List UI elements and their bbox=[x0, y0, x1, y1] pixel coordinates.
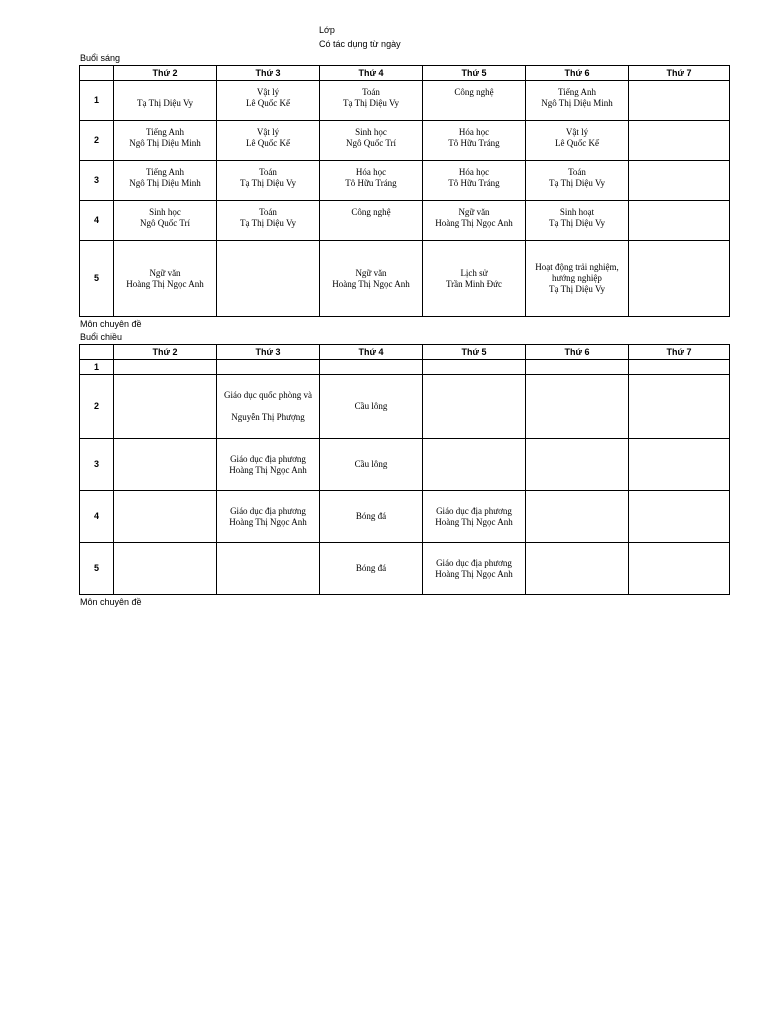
table-row bbox=[80, 491, 730, 543]
schedule-cell-empty bbox=[629, 491, 730, 543]
schedule-cell bbox=[217, 121, 320, 161]
schedule-cell bbox=[526, 201, 629, 241]
schedule-cell bbox=[526, 81, 629, 121]
schedule-cell bbox=[320, 241, 423, 317]
subject-name: Toán bbox=[259, 207, 277, 217]
morning-header-row bbox=[80, 66, 730, 81]
subject-name: Công nghệ bbox=[454, 87, 494, 97]
schedule-cell bbox=[114, 201, 217, 241]
morning-session-title: Buổi sáng bbox=[80, 53, 121, 63]
subject-name: Sinh học bbox=[149, 207, 181, 217]
schedule-cell-empty bbox=[114, 543, 217, 595]
teacher-name: Hoàng Thị Ngọc Anh bbox=[435, 516, 513, 527]
subject-name: Lịch sử bbox=[460, 267, 488, 278]
schedule-cell bbox=[320, 81, 423, 121]
subject-name: Vật lý bbox=[256, 87, 280, 97]
table-row bbox=[80, 161, 730, 201]
schedule-cell bbox=[423, 491, 526, 543]
table-row bbox=[80, 360, 730, 375]
schedule-cell-empty bbox=[526, 375, 629, 439]
schedule-cell bbox=[320, 201, 423, 241]
teacher-name: Lê Quốc Kế bbox=[246, 138, 290, 148]
table-row bbox=[80, 201, 730, 241]
teacher-name: Lê Quốc Kế bbox=[246, 98, 290, 108]
schedule-cell bbox=[217, 375, 320, 439]
subject-name: Bóng đá bbox=[355, 511, 387, 521]
schedule-cell-empty bbox=[217, 360, 320, 375]
subject-name: Tiếng Anh bbox=[146, 127, 184, 137]
schedule-cell-empty bbox=[526, 360, 629, 375]
period-number: 4 bbox=[80, 201, 114, 241]
subject-name: Cầu lông bbox=[354, 459, 388, 469]
afternoon-session-title: Buổi chiều bbox=[80, 332, 123, 342]
period-number: 4 bbox=[80, 491, 114, 543]
schedule-cell-empty bbox=[114, 375, 217, 439]
morning-col-header bbox=[80, 66, 114, 81]
subject-name: Hóa học bbox=[458, 167, 490, 177]
period-number: 2 bbox=[80, 121, 114, 161]
period-number: 5 bbox=[80, 241, 114, 317]
subject-name: Sinh học bbox=[355, 127, 387, 137]
schedule-cell-empty bbox=[423, 360, 526, 375]
teacher-name: Tô Hữu Tráng bbox=[448, 178, 500, 188]
schedule-cell-empty bbox=[217, 241, 320, 317]
teacher-name: Ngô Quốc Trí bbox=[345, 138, 396, 148]
schedule-cell-empty bbox=[423, 375, 526, 439]
teacher-name: Tạ Thị Diệu Vy bbox=[137, 98, 193, 108]
teacher-name: Hoàng Thị Ngọc Anh bbox=[332, 278, 410, 289]
subject-name: Ngữ văn bbox=[149, 267, 181, 278]
afternoon-col-header: Thứ 3 bbox=[217, 345, 320, 360]
teacher-name: Tô Hữu Tráng bbox=[345, 178, 397, 188]
afternoon-timetable bbox=[79, 344, 730, 595]
subject-name: Toán bbox=[568, 167, 586, 177]
schedule-cell-empty bbox=[217, 543, 320, 595]
afternoon-col-header: Thứ 4 bbox=[320, 345, 423, 360]
teacher-name: Lê Quốc Kế bbox=[555, 138, 599, 148]
subject-name: Giáo dục quốc phòng và bbox=[224, 390, 312, 400]
schedule-cell-empty bbox=[320, 360, 423, 375]
subject-name: Tiếng Anh bbox=[558, 87, 596, 97]
morning-elective-label: Môn chuyên đề bbox=[80, 319, 142, 329]
table-row bbox=[80, 81, 730, 121]
teacher-name: Trần Minh Đức bbox=[445, 278, 503, 289]
schedule-cell-empty bbox=[526, 543, 629, 595]
morning-col-header: Thứ 2 bbox=[114, 66, 217, 81]
table-row bbox=[80, 543, 730, 595]
schedule-cell bbox=[320, 543, 423, 595]
subject-name: Ngữ văn bbox=[355, 267, 387, 278]
table-row bbox=[80, 121, 730, 161]
schedule-cell-empty bbox=[629, 360, 730, 375]
afternoon-col-header: Thứ 2 bbox=[114, 345, 217, 360]
teacher-name: Hoàng Thị Ngọc Anh bbox=[435, 568, 513, 579]
teacher-name: Ngô Thị Diệu Minh bbox=[541, 98, 613, 108]
afternoon-elective-label: Môn chuyên đề bbox=[80, 597, 142, 607]
schedule-cell bbox=[526, 121, 629, 161]
schedule-cell bbox=[423, 543, 526, 595]
schedule-cell bbox=[320, 491, 423, 543]
schedule-cell bbox=[114, 161, 217, 201]
teacher-name: Tạ Thị Diệu Vy bbox=[549, 218, 605, 228]
schedule-cell-empty bbox=[114, 439, 217, 491]
teacher-name: Ngô Quốc Trí bbox=[139, 218, 190, 228]
schedule-cell-empty bbox=[629, 81, 730, 121]
schedule-cell bbox=[423, 81, 526, 121]
schedule-cell-empty bbox=[114, 360, 217, 375]
teacher-name: Tạ Thị Diệu Vy bbox=[240, 178, 296, 188]
schedule-cell-empty bbox=[629, 439, 730, 491]
afternoon-col-header: Thứ 7 bbox=[629, 345, 730, 360]
schedule-cell bbox=[217, 491, 320, 543]
schedule-cell-empty bbox=[526, 439, 629, 491]
schedule-cell bbox=[423, 241, 526, 317]
schedule-cell bbox=[217, 81, 320, 121]
class-label: Lớp bbox=[319, 25, 335, 35]
schedule-cell bbox=[526, 241, 629, 317]
teacher-name: Hoàng Thị Ngọc Anh bbox=[229, 464, 307, 475]
subject-name: Tiếng Anh bbox=[146, 167, 184, 177]
schedule-cell bbox=[526, 161, 629, 201]
afternoon-col-header bbox=[80, 345, 114, 360]
period-number: 1 bbox=[80, 360, 114, 375]
morning-col-header: Thứ 7 bbox=[629, 66, 730, 81]
teacher-name: Tạ Thị Diệu Vy bbox=[549, 284, 605, 294]
schedule-cell bbox=[320, 439, 423, 491]
schedule-cell-empty bbox=[629, 121, 730, 161]
schedule-cell bbox=[320, 121, 423, 161]
effective-date-label: Có tác dụng từ ngày bbox=[319, 39, 401, 49]
subject-name: Ngữ văn bbox=[458, 207, 490, 217]
morning-col-header: Thứ 4 bbox=[320, 66, 423, 81]
schedule-cell bbox=[217, 201, 320, 241]
schedule-cell bbox=[320, 161, 423, 201]
period-number: 1 bbox=[80, 81, 114, 121]
teacher-name: Tạ Thị Diệu Vy bbox=[240, 218, 296, 228]
morning-col-header: Thứ 3 bbox=[217, 66, 320, 81]
table-row bbox=[80, 241, 730, 317]
schedule-cell bbox=[217, 439, 320, 491]
subject-name: Sinh hoạt bbox=[559, 207, 595, 217]
morning-timetable bbox=[79, 65, 730, 317]
period-number: 5 bbox=[80, 543, 114, 595]
period-number: 2 bbox=[80, 375, 114, 439]
teacher-name: Tạ Thị Diệu Vy bbox=[549, 178, 605, 188]
schedule-cell bbox=[423, 121, 526, 161]
subject-name: Vật lý bbox=[565, 127, 589, 137]
subject-name: Toán bbox=[362, 87, 380, 97]
teacher-name: Nguyễn Thị Phượng bbox=[231, 412, 305, 422]
subject-name: Cầu lông bbox=[354, 401, 388, 411]
schedule-cell-empty bbox=[629, 201, 730, 241]
afternoon-col-header: Thứ 6 bbox=[526, 345, 629, 360]
teacher-name: Hoàng Thị Ngọc Anh bbox=[229, 516, 307, 527]
schedule-cell-empty bbox=[629, 375, 730, 439]
teacher-name: Tạ Thị Diệu Vy bbox=[343, 98, 399, 108]
table-row bbox=[80, 439, 730, 491]
period-number: 3 bbox=[80, 439, 114, 491]
subject-name: Giáo dục địa phương bbox=[230, 505, 306, 516]
schedule-cell-empty bbox=[629, 161, 730, 201]
schedule-cell-empty bbox=[526, 491, 629, 543]
subject-name: Giáo dục địa phương bbox=[436, 505, 512, 516]
morning-col-header: Thứ 5 bbox=[423, 66, 526, 81]
teacher-name: Hoàng Thị Ngọc Anh bbox=[126, 278, 204, 289]
schedule-cell bbox=[114, 121, 217, 161]
morning-col-header: Thứ 6 bbox=[526, 66, 629, 81]
subject-name: Hoạt động trải nghiệm, hướng nghiệp bbox=[535, 262, 619, 283]
subject-name: Giáo dục địa phương bbox=[436, 557, 512, 568]
schedule-cell-empty bbox=[629, 543, 730, 595]
subject-name: Hóa học bbox=[458, 127, 490, 137]
schedule-cell bbox=[320, 375, 423, 439]
subject-name: Vật lý bbox=[256, 127, 280, 137]
subject-name: Toán bbox=[259, 167, 277, 177]
teacher-name: Hoàng Thị Ngọc Anh bbox=[435, 218, 513, 228]
teacher-name: Ngô Thị Diệu Minh bbox=[129, 178, 201, 188]
schedule-cell-empty bbox=[629, 241, 730, 317]
subject-name: Giáo dục địa phương bbox=[230, 453, 306, 464]
schedule-cell bbox=[423, 161, 526, 201]
subject-name: Bóng đá bbox=[355, 563, 387, 573]
schedule-cell bbox=[423, 201, 526, 241]
period-number: 3 bbox=[80, 161, 114, 201]
schedule-cell-empty bbox=[423, 439, 526, 491]
afternoon-col-header: Thứ 5 bbox=[423, 345, 526, 360]
schedule-cell bbox=[217, 161, 320, 201]
teacher-name: Tô Hữu Tráng bbox=[448, 138, 500, 148]
teacher-name: Ngô Thị Diệu Minh bbox=[129, 138, 201, 148]
afternoon-header-row bbox=[80, 345, 730, 360]
table-row bbox=[80, 375, 730, 439]
subject-name: Công nghệ bbox=[351, 207, 391, 217]
subject-name: Hóa học bbox=[355, 167, 387, 177]
schedule-cell-empty bbox=[114, 491, 217, 543]
schedule-cell bbox=[114, 81, 217, 121]
schedule-cell bbox=[114, 241, 217, 317]
